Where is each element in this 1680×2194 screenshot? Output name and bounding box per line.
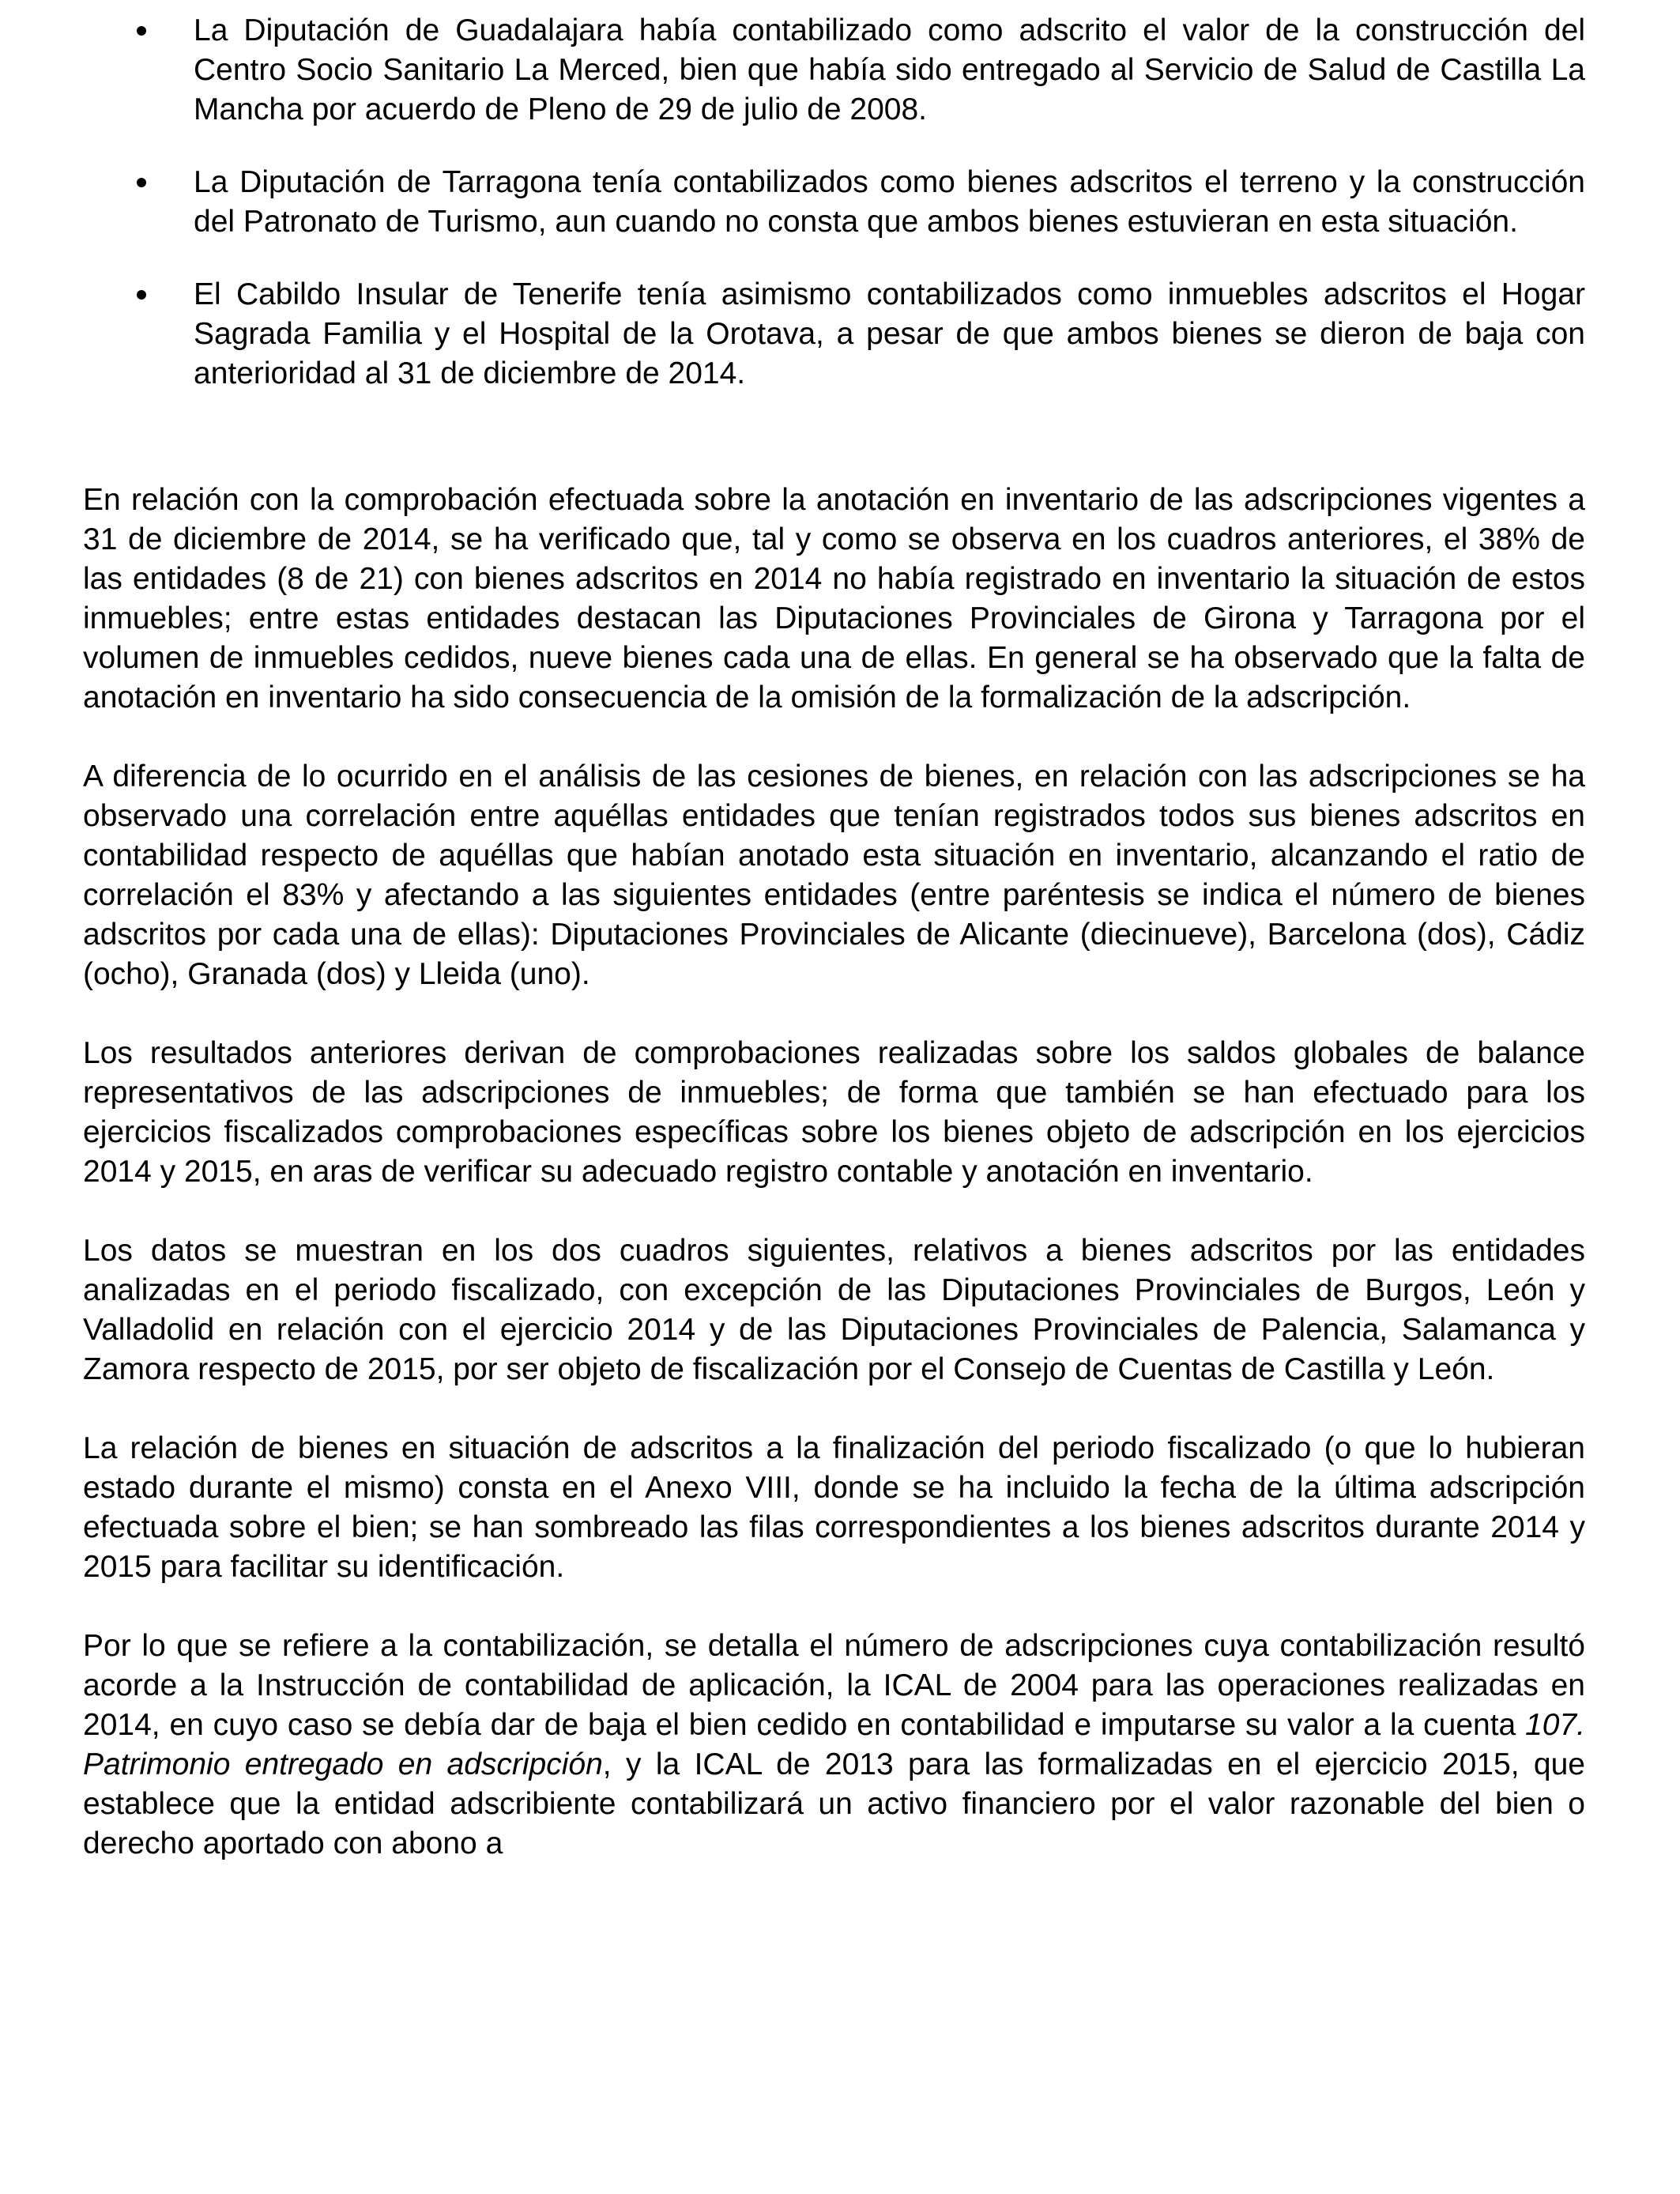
- paragraph-results: Los resultados anteriores derivan de comprobaciones realizadas sobre los saldos globales de balance representativos de las adscripciones de inmuebles; de forma que también se han efectuado para los ejercicios fiscalizados comprobaciones específicas sobre los bienes objeto de adscripción en los ejercicios 2014 y 2015, en aras de verificar su adecuado registro contable y anotación en inventario.: [83, 1036, 1585, 1189]
- bullet-text: El Cabildo Insular de Tenerife tenía asimismo contabilizados como inmuebles adscritos el Hogar Sagrada Familia y el Hospital de la Orotava, a pesar de que ambos bienes se dieron de baja con anterioridad al 31 de diciembre de 2014.: [194, 277, 1585, 390]
- paragraph-accounting: [83, 1627, 1585, 1864]
- bullet-icon: [137, 290, 146, 300]
- paragraph-accounting-text-a: Por lo que se refiere a la contabilización, se detalla el número de adscripciones cuya contabilización resultó acorde a la Instrucción de contabilidad de aplicación, la ICAL de 2004 para las operaciones realizadas en 2014, en cuyo caso se debía dar de baja el bien cedido en contabilidad e imputarse su valor a la cuenta: [83, 1629, 1585, 1742]
- body-text: [83, 481, 1585, 1903]
- bullet-item-tenerife: [83, 275, 1585, 394]
- document-page: [83, 0, 1585, 2194]
- paragraph-data-tables: Los datos se muestran en los dos cuadros siguientes, relativos a bienes adscritos por las entidades analizadas en el periodo fiscalizado, con excepción de las Diputaciones Provinciales de Burgos, León y Valladolid en relación con el ejercicio 2014 y de las Diputaciones Provinciales de Palencia, Salamanca y Zamora respecto de 2015, por ser objeto de fiscalización por el Consejo de Cuentas de Castilla y León.: [83, 1234, 1585, 1386]
- bullet-item-guadalajara: [83, 11, 1585, 130]
- bullet-icon: [137, 178, 146, 187]
- bullet-list: [83, 11, 1585, 427]
- paragraph-inventory-check: En relación con la comprobación efectuada sobre la anotación en inventario de las adscripciones vigentes a 31 de diciembre de 2014, se ha verificado que, tal y como se observa en los cuadros anteriores, el 38% de las entidades (8 de 21) con bienes adscritos en 2014 no había registrado en inventario la situación de estos inmuebles; entre estas entidades destacan las Diputaciones Provinciales de Girona y Tarragona por el volumen de inmuebles cedidos, nueve bienes cada una de ellas. En general se ha observado que la falta de anotación en inventario ha sido consecuencia de la omisión de la formalización de la adscripción.: [83, 483, 1585, 714]
- bullet-text: La Diputación de Guadalajara había contabilizado como adscrito el valor de la construcción del Centro Socio Sanitario La Merced, bien que había sido entregado al Servicio de Salud de Castilla La Mancha por acuerdo de Pleno de 29 de julio de 2008.: [194, 13, 1585, 126]
- bullet-text: La Diputación de Tarragona tenía contabilizados como bienes adscritos el terreno y la construcción del Patronato de Turismo, aun cuando no consta que ambos bienes estuvieran en esta situación.: [194, 165, 1585, 239]
- paragraph-annex: La relación de bienes en situación de adscritos a la finalización del periodo fiscalizado (o que lo hubieran estado durante el mismo) consta en el Anexo VIII, donde se ha incluido la fecha de la última adscripción efectuada sobre el bien; se han sombreado las filas correspondientes a los bienes adscritos durante 2014 y 2015 para facilitar su identificación.: [83, 1431, 1585, 1584]
- bullet-item-tarragona: [83, 163, 1585, 242]
- account-name-italic: 107. Patrimonio entregado en adscripción: [83, 1708, 1585, 1781]
- paragraph-accounting-text-b: , y la ICAL de 2013 para las formalizadas en el ejercicio 2015, que establece que la entidad adscribiente contabilizará un activo financiero por el valor razonable del bien o derecho aportado con abono a: [83, 1747, 1585, 1860]
- bullet-icon: [137, 26, 146, 36]
- paragraph-correlation: A diferencia de lo ocurrido en el análisis de las cesiones de bienes, en relación con las adscripciones se ha observado una correlación entre aquéllas entidades que tenían registrados todos sus bienes adscritos en contabilidad respecto de aquéllas que habían anotado esta situación en inventario, alcanzando el ratio de correlación el 83% y afectando a las siguientes entidades (entre paréntesis se indica el número de bienes adscritos por cada una de ellas): Diputaciones Provinciales de Alicante (diecinueve), Barcelona (dos), Cádiz (ocho), Granada (dos) y Lleida (uno).: [83, 760, 1585, 991]
